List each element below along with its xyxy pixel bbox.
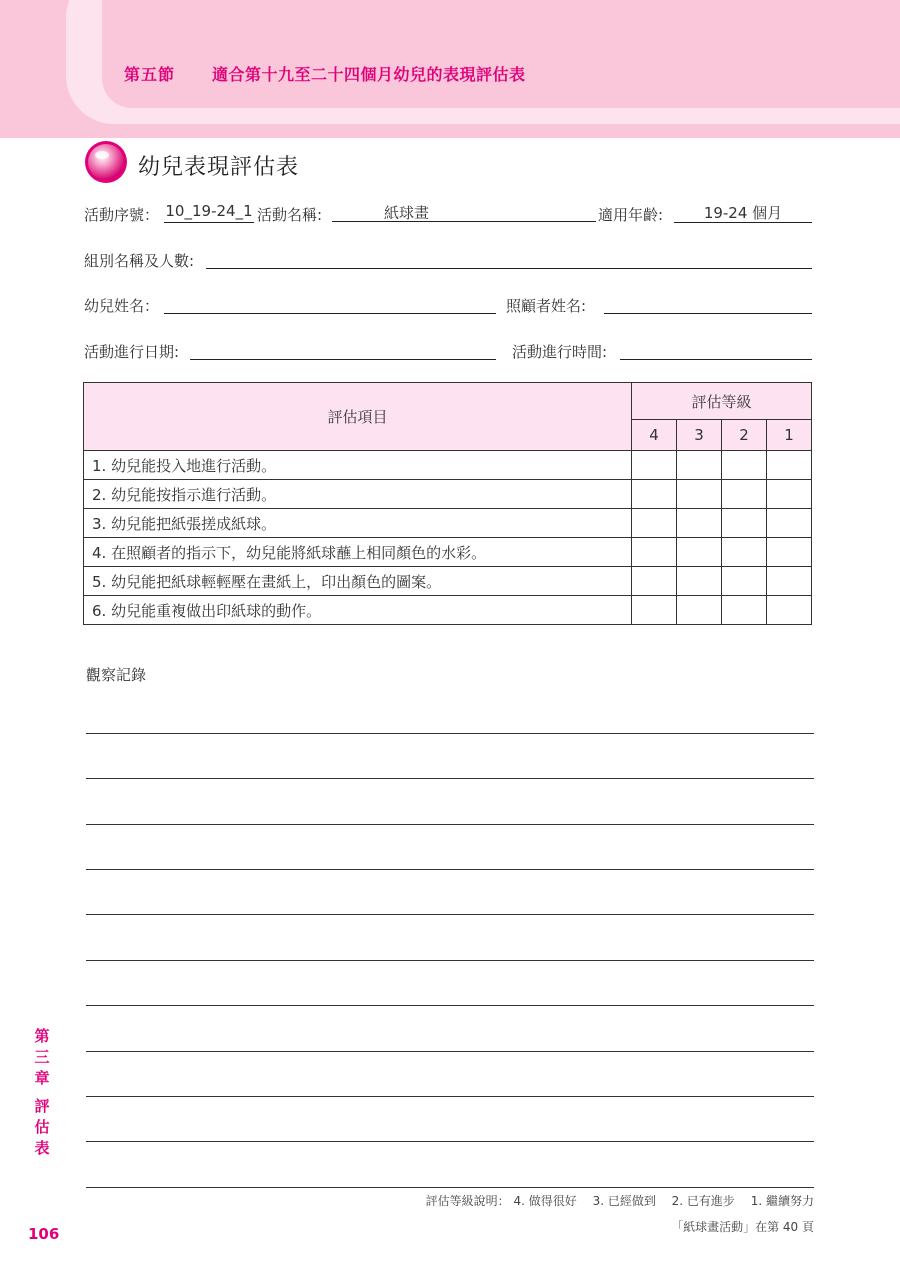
age-label: 適用年齡: xyxy=(598,206,664,224)
carer-name-label: 照顧者姓名: xyxy=(506,297,587,315)
evaluation-table xyxy=(83,382,812,625)
observation-line[interactable] xyxy=(86,1187,814,1188)
grade-header: 評估等級 xyxy=(632,383,812,420)
table-row xyxy=(84,567,812,596)
carer-name-field[interactable] xyxy=(604,293,812,314)
grade-legend: 評估等級說明： 4. 做得很好 3. 已經做到 2. 已有進步 1. 繼續努力 xyxy=(425,1194,814,1208)
section-label: 第五節 xyxy=(124,65,176,84)
child-name-field[interactable] xyxy=(164,293,496,314)
grade-cell[interactable] xyxy=(677,596,722,625)
side-tab-topic xyxy=(32,1096,52,1159)
group-field[interactable] xyxy=(206,248,812,269)
row-item-text: 5. 幼兒能把紙球輕輕壓在畫紙上，印出顏色的圖案。 xyxy=(84,567,632,596)
grade-cell[interactable] xyxy=(632,480,677,509)
grade-cell[interactable] xyxy=(677,509,722,538)
date-label: 活動進行日期: xyxy=(84,343,180,361)
side-tab-char: 評 xyxy=(34,1097,50,1115)
observation-line[interactable] xyxy=(86,869,814,870)
observation-line[interactable] xyxy=(86,960,814,961)
observation-line[interactable] xyxy=(86,1051,814,1052)
grade-cell[interactable] xyxy=(632,451,677,480)
activity-no-value: 10_19-24_1 xyxy=(164,202,254,223)
grade-cell[interactable] xyxy=(722,451,767,480)
grade-cell[interactable] xyxy=(677,538,722,567)
grade-1-header: 1 xyxy=(767,420,812,451)
child-name-label: 幼兒姓名： xyxy=(84,297,160,315)
observation-line[interactable] xyxy=(86,1096,814,1097)
table-row xyxy=(84,596,812,625)
time-field[interactable] xyxy=(620,339,812,360)
time-label: 活動進行時間: xyxy=(512,343,608,361)
observation-line[interactable] xyxy=(86,733,814,734)
header-tab-inner xyxy=(102,0,900,108)
grade-cell[interactable] xyxy=(767,567,812,596)
table-row xyxy=(84,509,812,538)
table-row xyxy=(84,538,812,567)
grade-cell[interactable] xyxy=(767,596,812,625)
grade-cell[interactable] xyxy=(722,509,767,538)
observation-line[interactable] xyxy=(86,824,814,825)
grade-2-header: 2 xyxy=(722,420,767,451)
row-item-text: 1. 幼兒能投入地進行活動。 xyxy=(84,451,632,480)
grade-cell[interactable] xyxy=(677,451,722,480)
pink-sphere-icon xyxy=(84,140,128,184)
grade-cell[interactable] xyxy=(722,567,767,596)
activity-name-label: 活動名稱: xyxy=(257,206,323,224)
side-tab-char: 第 xyxy=(34,1027,50,1045)
grade-cell[interactable] xyxy=(767,451,812,480)
page-number: 106 xyxy=(28,1225,60,1243)
table-row xyxy=(84,451,812,480)
activity-reference: 「紙球畫活動」在第 40 頁 xyxy=(671,1220,814,1234)
observation-line[interactable] xyxy=(86,1005,814,1006)
side-tab-char: 估 xyxy=(34,1118,50,1136)
group-label: 組別名稱及人數: xyxy=(84,252,195,270)
row-item-text: 4. 在照顧者的指示下，幼兒能將紙球蘸上相同顏色的水彩。 xyxy=(84,538,632,567)
item-header: 評估項目 xyxy=(84,383,632,451)
grade-cell[interactable] xyxy=(677,480,722,509)
row-item-text: 2. 幼兒能按指示進行活動。 xyxy=(84,480,632,509)
grade-cell[interactable] xyxy=(677,567,722,596)
grade-cell[interactable] xyxy=(632,596,677,625)
grade-3-header: 3 xyxy=(677,420,722,451)
side-tab-char: 三 xyxy=(34,1048,50,1066)
row-item-text: 3. 幼兒能把紙張搓成紙球。 xyxy=(84,509,632,538)
grade-cell[interactable] xyxy=(767,538,812,567)
grade-cell[interactable] xyxy=(632,567,677,596)
grade-cell[interactable] xyxy=(722,538,767,567)
row-item-text: 6. 幼兒能重複做出印紙球的動作。 xyxy=(84,596,632,625)
activity-no-label: 活動序號： xyxy=(84,206,160,224)
side-tab-chapter xyxy=(32,1026,52,1089)
section-title: 適合第十九至二十四個月幼兒的表現評估表 xyxy=(212,65,526,84)
grade-cell[interactable] xyxy=(632,538,677,567)
observation-line[interactable] xyxy=(86,1141,814,1142)
side-tab-char: 章 xyxy=(34,1069,50,1087)
grade-cell[interactable] xyxy=(722,480,767,509)
side-tab-char: 表 xyxy=(34,1139,50,1157)
observation-title: 觀察記錄 xyxy=(86,666,147,684)
grade-cell[interactable] xyxy=(767,509,812,538)
grade-cell[interactable] xyxy=(632,509,677,538)
age-value: 19-24 個月 xyxy=(674,202,812,223)
grade-cell[interactable] xyxy=(767,480,812,509)
date-field[interactable] xyxy=(190,339,496,360)
observation-line[interactable] xyxy=(86,778,814,779)
activity-name-value: 紙球畫 xyxy=(332,202,596,222)
table-row xyxy=(84,480,812,509)
grade-4-header: 4 xyxy=(632,420,677,451)
observation-line[interactable] xyxy=(86,914,814,915)
grade-cell[interactable] xyxy=(722,596,767,625)
page-title: 幼兒表現評估表 xyxy=(138,155,300,180)
